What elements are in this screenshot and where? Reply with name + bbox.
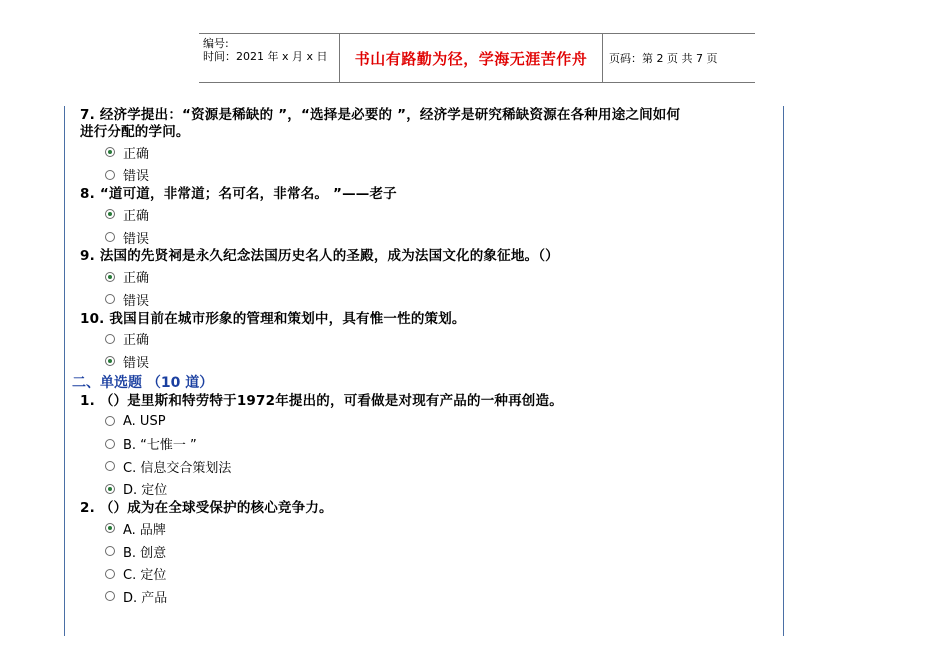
question-text: 10. 我国目前在城市形象的管理和策划中，具有惟一性的策划。 (80, 310, 466, 327)
question-text: 1. （）是里斯和特劳特于1972年提出的，可看做是对现有产品的一种再创造。 (80, 392, 563, 409)
question-text: 7. 经济学提出：“资源是稀缺的 ”，“选择是必要的 ”，经济学是研究稀缺资源在各种用途之间如何 (80, 107, 681, 123)
option-label: C. 定位 (123, 568, 167, 584)
option-false[interactable] (80, 288, 780, 311)
option-label: 错误 (123, 231, 150, 247)
option-true[interactable] (80, 141, 780, 164)
radio-selected-icon[interactable] (105, 209, 115, 219)
option-c[interactable] (80, 562, 780, 585)
option-true[interactable] (80, 203, 780, 226)
option-label: B. “七惟一 ” (123, 438, 197, 454)
option-label: C. 信息交合策划法 (123, 460, 232, 476)
radio-icon[interactable] (105, 416, 115, 426)
frame-right-border (783, 106, 784, 636)
question-tf-9 (80, 248, 780, 310)
radio-icon[interactable] (105, 334, 115, 344)
header-motto: 书山有路勤为径，学海无涯苦作舟 (339, 34, 603, 82)
frame-left-border (64, 106, 65, 636)
option-b[interactable] (80, 432, 780, 455)
option-b[interactable] (80, 540, 780, 563)
option-label: 错误 (123, 293, 150, 309)
radio-selected-icon[interactable] (105, 523, 115, 533)
time-text: 时间：2021 年 x 月 x 日 (203, 50, 328, 63)
page-number: 页码：第 2 页 共 7 页 (609, 52, 718, 65)
option-label: 错误 (123, 169, 150, 185)
question-tf-10 (80, 311, 780, 373)
option-a[interactable] (80, 517, 780, 540)
section-title-single-choice: 二、单选题 （10 道） (72, 374, 214, 391)
question-text-cont: 进行分配的学问。 (80, 124, 190, 140)
radio-selected-icon[interactable] (105, 356, 115, 366)
option-label: D. 定位 (123, 483, 168, 499)
option-label: B. 创意 (123, 545, 167, 561)
question-sc-2 (80, 500, 780, 607)
radio-icon[interactable] (105, 439, 115, 449)
radio-selected-icon[interactable] (105, 147, 115, 157)
quiz-content (72, 107, 780, 608)
radio-icon[interactable] (105, 170, 115, 180)
page-header (199, 33, 755, 83)
option-false[interactable] (80, 226, 780, 249)
radio-icon[interactable] (105, 461, 115, 471)
question-tf-8 (80, 186, 780, 248)
question-sc-1 (80, 393, 780, 500)
radio-icon[interactable] (105, 569, 115, 579)
radio-icon[interactable] (105, 294, 115, 304)
option-d[interactable] (80, 585, 780, 608)
serial-label: 编号: (203, 37, 229, 50)
header-meta (199, 34, 339, 82)
option-label: 正确 (123, 146, 150, 162)
question-tf-7 (80, 107, 780, 186)
option-label: 正确 (123, 271, 150, 287)
radio-icon[interactable] (105, 232, 115, 242)
option-label: A. USP (123, 413, 166, 429)
radio-selected-icon[interactable] (105, 272, 115, 282)
radio-selected-icon[interactable] (105, 484, 115, 494)
option-true[interactable] (80, 265, 780, 288)
question-text: 9. 法国的先贤祠是永久纪念法国历史名人的圣殿，成为法国文化的象征地。（） (80, 248, 559, 265)
option-label: D. 产品 (123, 590, 168, 606)
option-a[interactable] (80, 410, 780, 433)
radio-icon[interactable] (105, 546, 115, 556)
option-true[interactable] (80, 328, 780, 351)
option-label: 正确 (123, 333, 150, 349)
option-label: A. 品牌 (123, 522, 166, 538)
question-text: 2. （）成为在全球受保护的核心竞争力。 (80, 500, 333, 517)
question-text: 8. “道可道，非常道；名可名，非常名。 ”——老子 (80, 186, 397, 203)
option-false[interactable] (80, 350, 780, 373)
option-c[interactable] (80, 455, 780, 478)
option-false[interactable] (80, 164, 780, 187)
option-label: 错误 (123, 355, 150, 371)
option-label: 正确 (123, 208, 150, 224)
radio-icon[interactable] (105, 591, 115, 601)
option-d[interactable] (80, 478, 780, 501)
